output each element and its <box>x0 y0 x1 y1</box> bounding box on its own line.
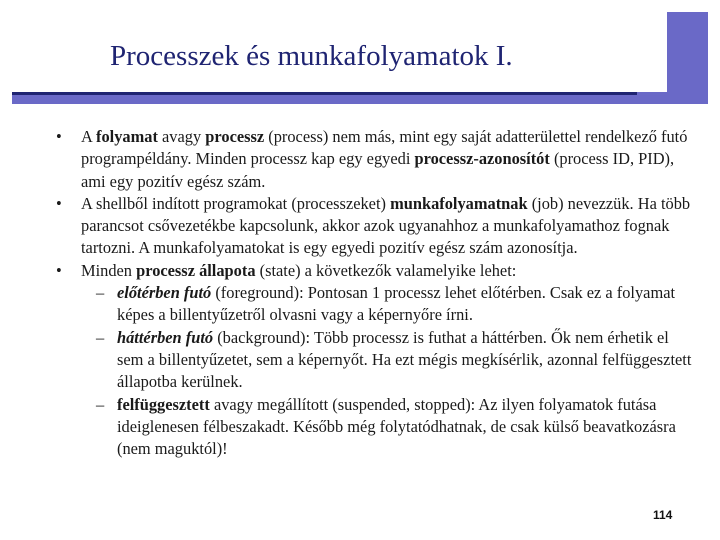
sub-item-suspended <box>56 394 696 461</box>
slide-body <box>56 126 696 460</box>
term-hatterben-futo: háttérben futó <box>117 327 214 347</box>
term-folyamat: folyamat <box>96 127 158 146</box>
page-number: 114 <box>653 508 673 522</box>
bullet-item-state <box>56 260 696 282</box>
bullet-marker: • <box>56 260 62 280</box>
sub-marker: – <box>96 394 105 414</box>
term-felfuggesztett: felfüggesztett <box>117 394 210 414</box>
bullet-text: (job) nevezzük. Ha több parancsot csővezetékbe kapcsolunk, akkor azok ugyanahhoz a munkafolyamathoz fognak tartozni. A munkafolyamatokat is egy egyedi pozitív egész szám azonosítja. <box>81 193 691 258</box>
sub-text: avagy megállított (suspended, stopped): Az ilyen folyamatok futása ideiglenesen félbeszakadt. Később még folytatódhatnak, de csak külső beavatkozásra (nem maguktól)! <box>117 394 676 459</box>
term-processz-azonosito: processz-azonosítót <box>414 149 550 169</box>
bullet-text: A <box>81 127 97 146</box>
bullet-text: (state) a következők valamelyike lehet: <box>255 260 517 280</box>
bullet-text: (process) nem más, mint egy saját adatterülettel rendelkező futó programpéldány. Minden processz kap egy egyedi <box>81 127 688 169</box>
term-processz: processz <box>205 127 265 146</box>
term-processz-allapota: processz állapota <box>136 260 256 280</box>
sub-marker: – <box>96 283 105 303</box>
bullet-item-job <box>56 193 696 260</box>
bullet-text: avagy <box>157 127 206 146</box>
bullet-marker: • <box>56 127 62 146</box>
bullet-text: (process ID, PID), ami egy pozitív egész szám. <box>81 149 675 191</box>
sub-text: (background): Több processz is futhat a háttérben. Ők nem érhetik el sem a billentyűzetet, sem a képernyőt. Ha ezt mégis megkísérlik, azonnal felfüggesztett állapotba kerülnek. <box>117 327 692 392</box>
bullet-marker: • <box>56 193 62 213</box>
bullet-item-process <box>56 126 696 193</box>
slide-title: Processzek és munkafolyamatok I. <box>110 40 513 72</box>
sub-item-background <box>56 327 696 394</box>
bullet-text: A shellből indított programokat (processzeket) <box>81 193 391 213</box>
sub-text: (foreground): Pontosan 1 processz lehet előtérben. Csak ez a folyamat képes a billentyűzetről olvasni vagy a képernyőre írni. <box>117 283 676 325</box>
sub-item-foreground <box>56 282 696 327</box>
term-munkafolyamat: munkafolyamatnak <box>390 193 528 213</box>
sub-marker: – <box>96 327 105 347</box>
bullet-text: Minden <box>81 260 137 280</box>
term-eloterben-futo: előtérben futó <box>117 283 212 303</box>
title-underline <box>12 92 637 95</box>
